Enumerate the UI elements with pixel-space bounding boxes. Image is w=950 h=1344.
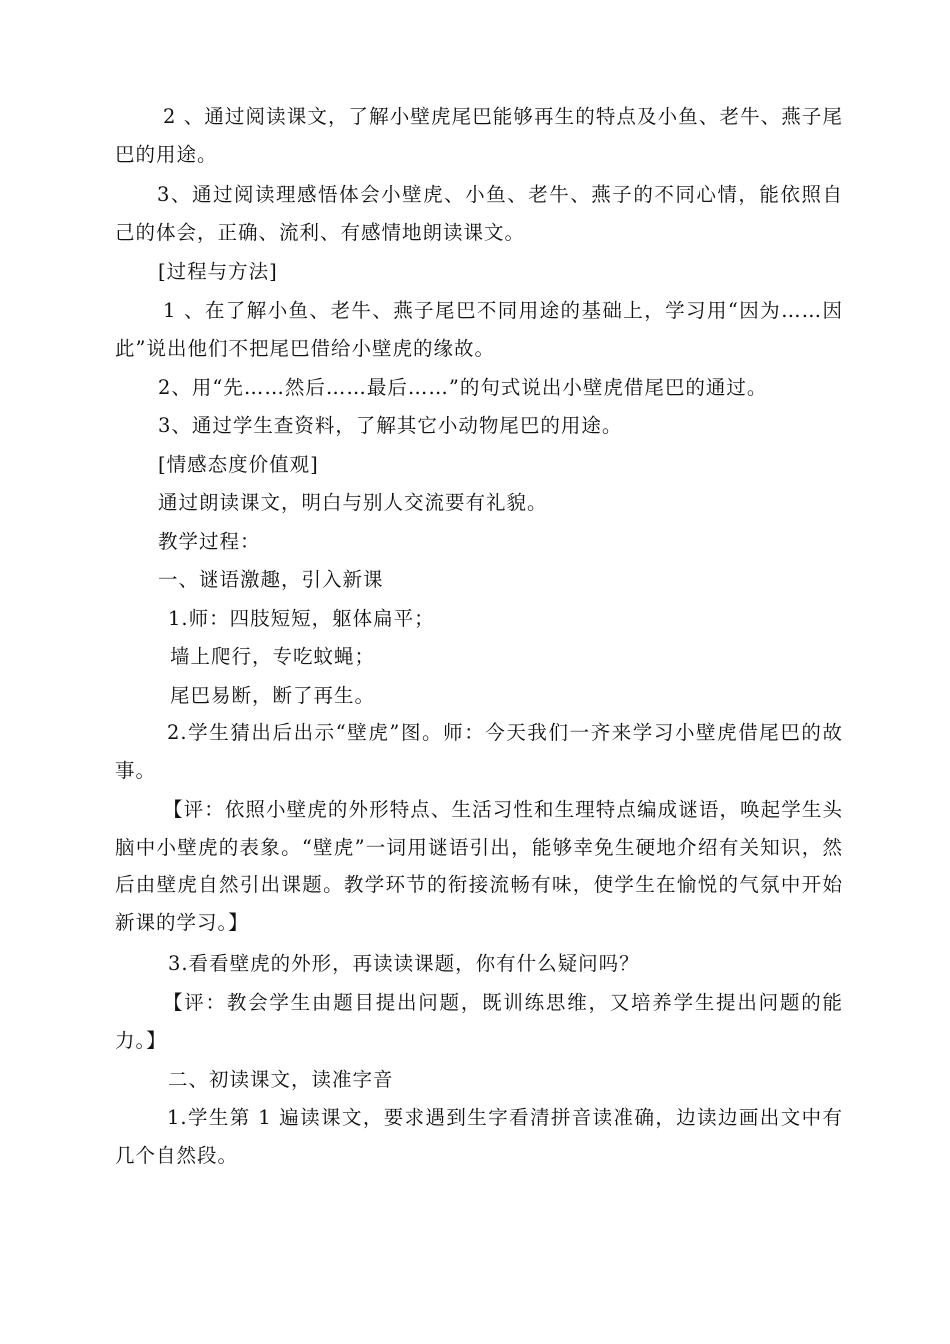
process-1-paragraph: 1 、在了解小鱼、老牛、燕子尾巴不同用途的基础上，学习用“因为……因此”说出他们不把尾巴借给小壁虎的缘故。 <box>115 299 843 360</box>
comment-2-paragraph: 【评：教会学生由题目提出问题，既训练思维，又培养学生提出问题的能力。】 <box>115 991 843 1052</box>
riddle-line-3: 尾巴易断，断了再生。 <box>170 684 376 707</box>
section-emotion-values-heading: [情感态度价值观] <box>158 453 319 476</box>
teaching-process-heading: 教学过程： <box>158 530 261 553</box>
part-one-heading: 一、谜语激趣，引入新课 <box>158 568 384 591</box>
objective-2-paragraph: 2 、通过阅读课文，了解小壁虎尾巴能够再生的特点及小鱼、老牛、燕子尾巴的用途。 <box>115 105 843 166</box>
process-3-paragraph: 3、通过学生查资料，了解其它小动物尾巴的用途。 <box>158 414 623 437</box>
objective-3-paragraph: 3、通过阅读理感悟体会小壁虎、小鱼、老牛、燕子的不同心情，能依照自己的体会，正确、流利、有感情地朗读课文。 <box>115 183 843 244</box>
emotion-values-paragraph: 通过朗读课文，明白与别人交流要有礼貌。 <box>158 491 548 514</box>
step-2-paragraph: 2.学生猜出后出示“壁虎”图。师：今天我们一齐来学习小壁虎借尾巴的故事。 <box>115 721 843 782</box>
step-reading-1-paragraph: 1.学生第 1 遍读课文，要求遇到生字看清拼音读准确，边读边画出文中有几个自然段。 <box>115 1106 843 1167</box>
step-3-paragraph: 3.看看壁虎的外形，再读读课题，你有什么疑问吗？ <box>168 952 640 975</box>
part-two-heading: 二、初读课文，读准字音 <box>168 1068 394 1091</box>
riddle-line-2: 墙上爬行，专吃蚊蝇； <box>170 645 376 668</box>
section-process-method-heading: [过程与方法] <box>158 260 278 283</box>
comment-1-paragraph: 【评：依照小壁虎的外形特点、生活习性和生理特点编成谜语，唤起学生头脑中小壁虎的表象。“壁虎”一词用谜语引出，能够幸免生硬地介绍有关知识，然后由壁虎自然引出课题。教学环节的衔接流畅有味，使学生在愉悦的气氛中开始新课的学习。】 <box>115 798 843 934</box>
riddle-line-1: 1.师：四肢短短，躯体扁平； <box>168 607 435 630</box>
process-2-paragraph: 2、用“先……然后……最后……”的句式说出小壁虎借尾巴的通过。 <box>158 376 768 399</box>
